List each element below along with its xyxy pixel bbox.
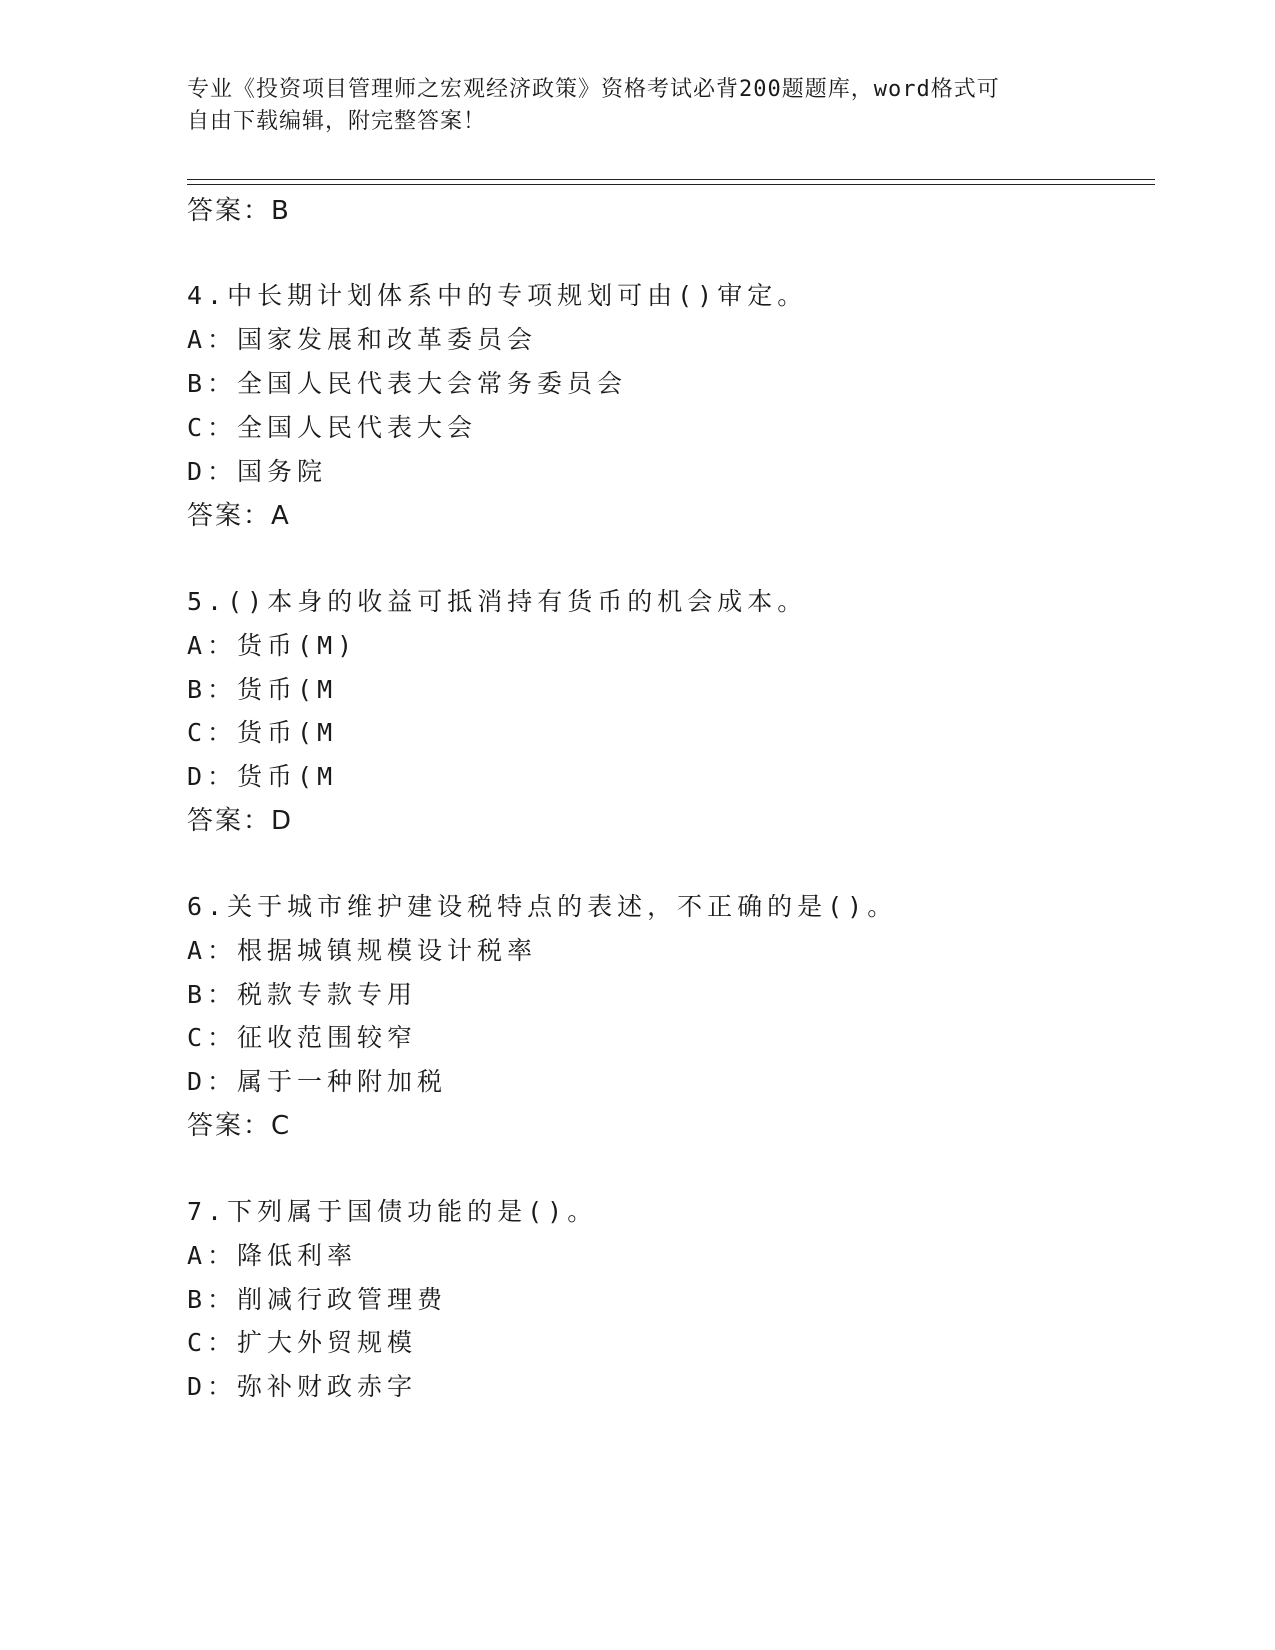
option-b: B：全国人民代表大会常务委员会 — [187, 369, 628, 398]
document-header — [187, 74, 1087, 138]
question-stem: 6.关于城市维护建设税特点的表述，不正确的是()。 — [187, 892, 898, 921]
header-line-1: 专业《投资项目管理师之宏观经济政策》资格考试必背200题题库，word格式可 — [187, 77, 1000, 102]
option-a: A：国家发展和改革委员会 — [187, 325, 538, 354]
option-b: B：削减行政管理费 — [187, 1285, 448, 1314]
option-b: B：货币(M — [187, 675, 338, 704]
option-d: D：国务院 — [187, 457, 328, 486]
answer-line: 答案：A — [187, 501, 291, 531]
header-divider-top — [187, 179, 1155, 180]
question-stem: 4.中长期计划体系中的专项规划可由()审定。 — [187, 281, 808, 310]
option-b: B：税款专款专用 — [187, 980, 418, 1009]
option-a: A：根据城镇规模设计税率 — [187, 936, 538, 965]
option-a: A：降低利率 — [187, 1241, 358, 1270]
option-d: D：属于一种附加税 — [187, 1067, 448, 1096]
answer-line: 答案：D — [187, 806, 294, 836]
option-c: C：货币(M — [187, 718, 338, 747]
question-stem: 7.下列属于国债功能的是()。 — [187, 1197, 598, 1226]
answer-line: 答案：C — [187, 1111, 292, 1141]
answer-line: 答案：B — [187, 196, 291, 226]
question-stem: 5.()本身的收益可抵消持有货币的机会成本。 — [187, 587, 808, 616]
option-c: C：全国人民代表大会 — [187, 413, 478, 442]
header-line-2: 自由下载编辑，附完整答案！ — [187, 109, 487, 134]
option-d: D：弥补财政赤字 — [187, 1372, 418, 1401]
option-a: A：货币(M) — [187, 631, 358, 660]
option-c: C：扩大外贸规模 — [187, 1328, 418, 1357]
option-c: C：征收范围较窄 — [187, 1023, 418, 1052]
header-divider-bottom — [187, 184, 1155, 185]
option-d: D：货币(M — [187, 762, 338, 791]
